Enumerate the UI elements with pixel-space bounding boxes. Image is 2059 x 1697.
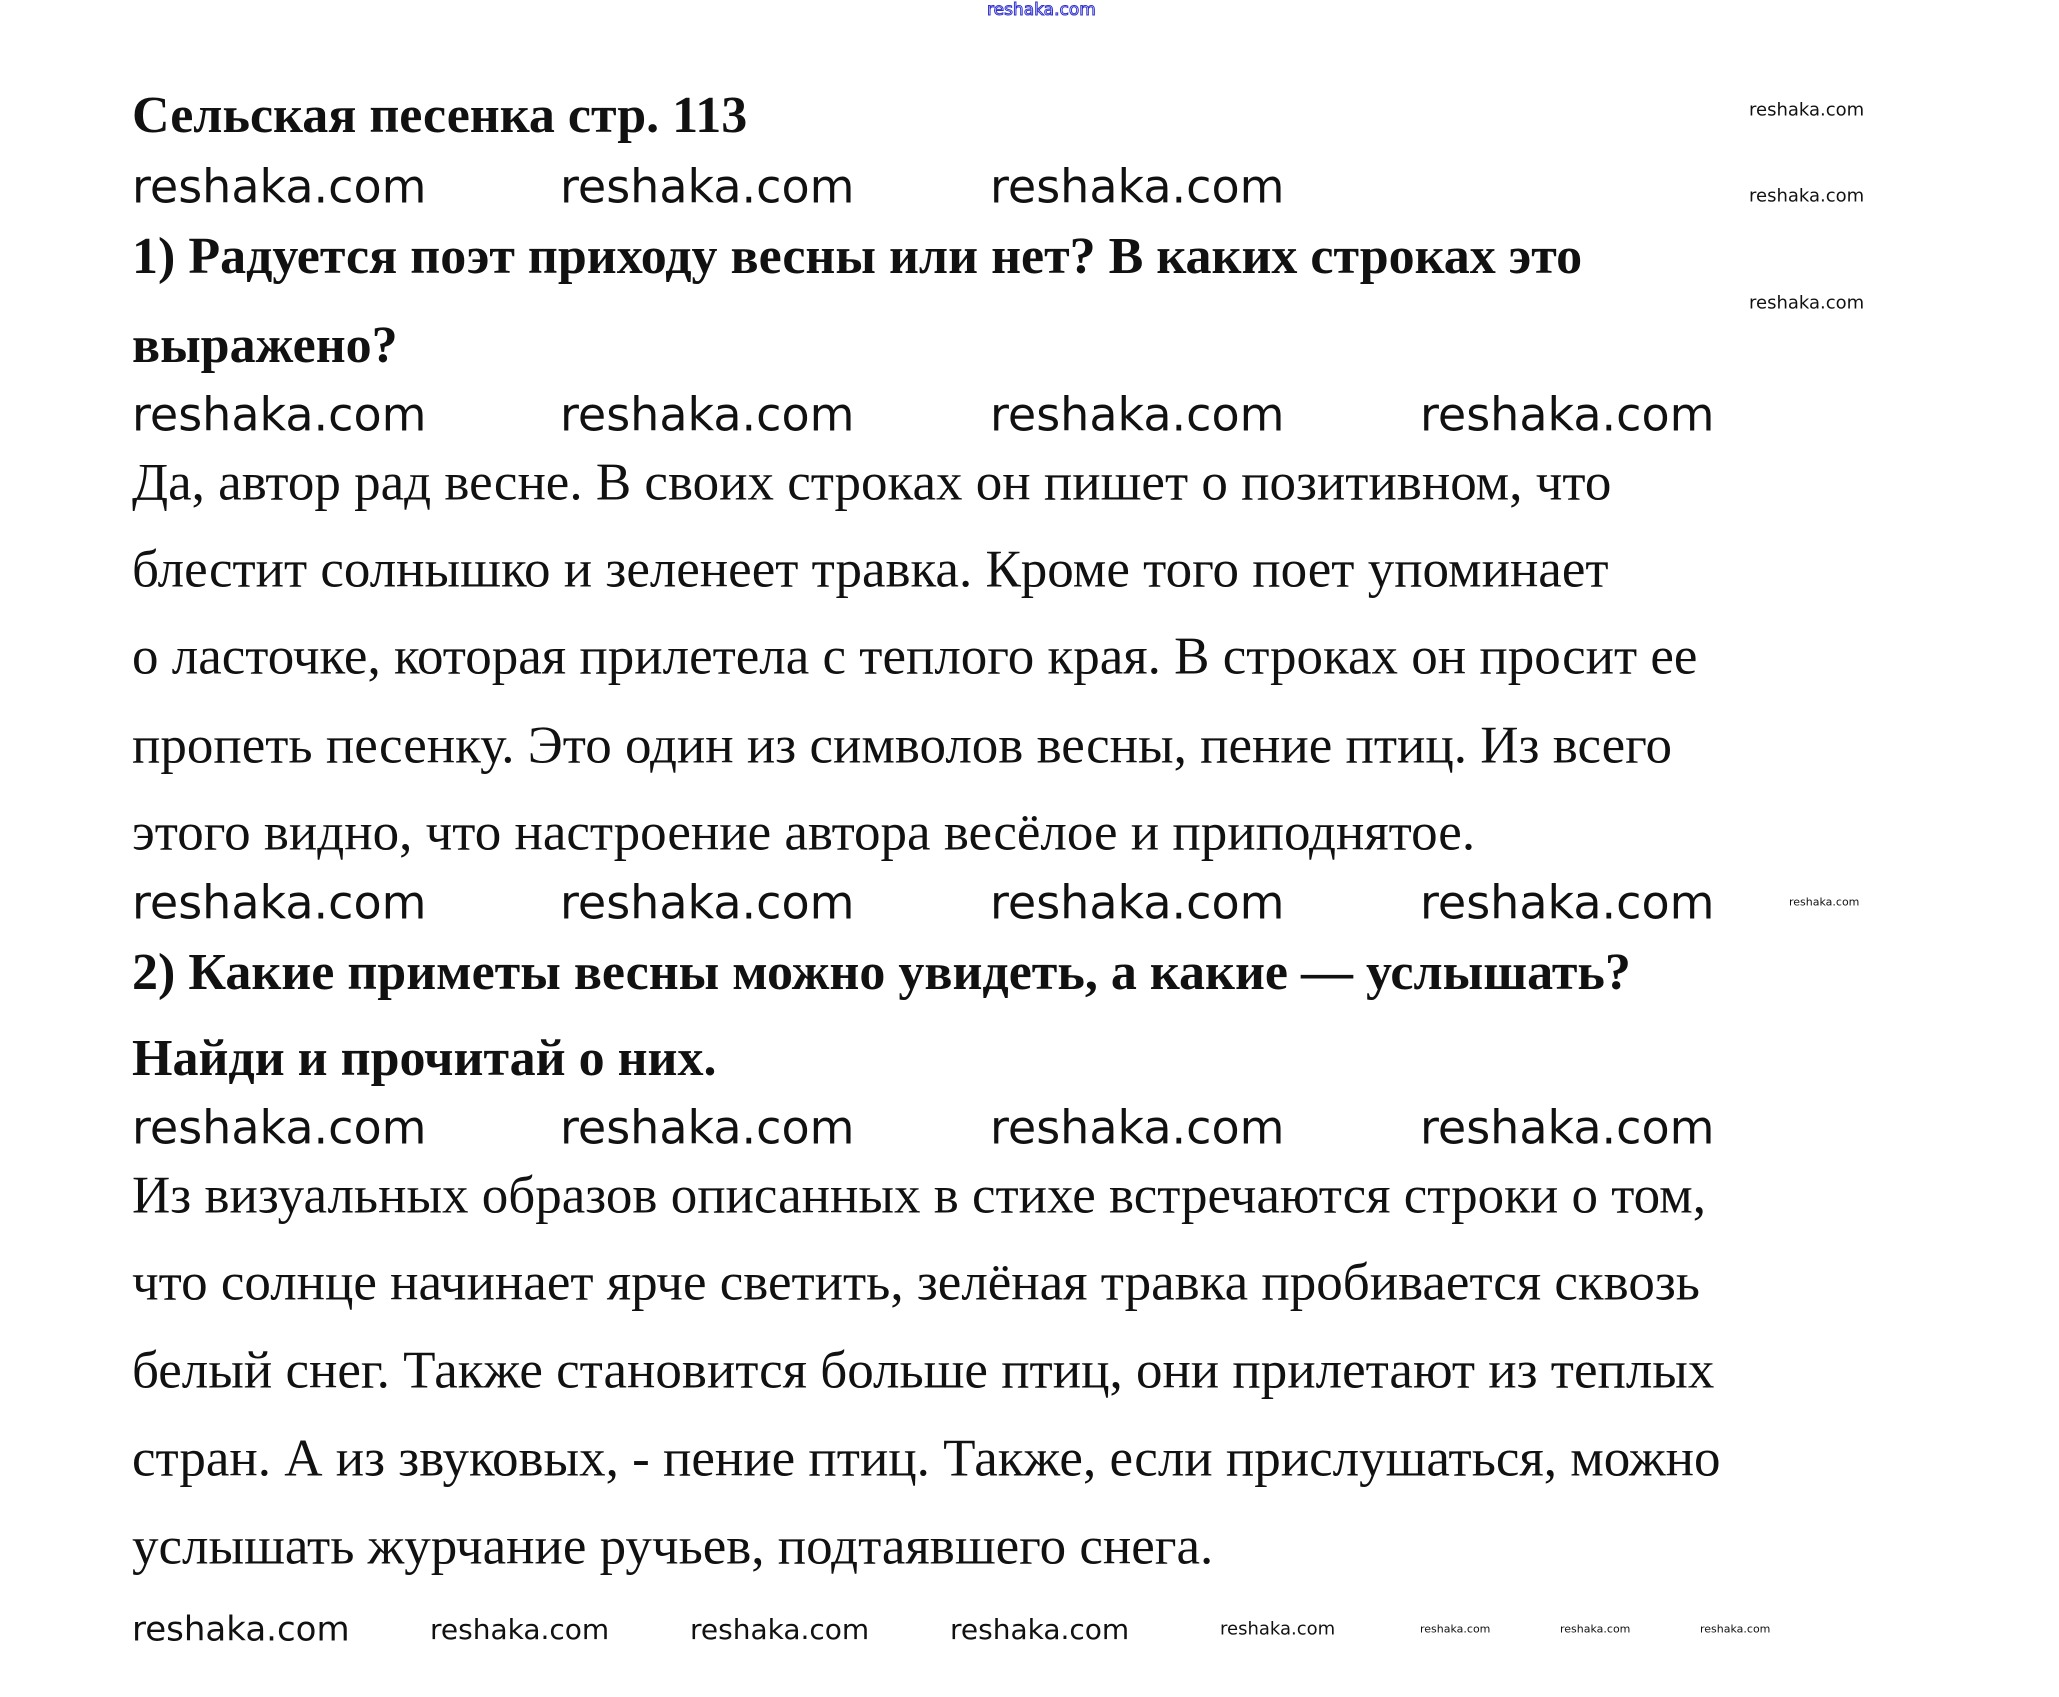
watermark: reshaka.com [560,387,855,442]
watermark: reshaka.com [1220,1618,1336,1640]
answer-2-line: белый снег. Также становится больше птиц, они прилетают из теплых [132,1341,1715,1400]
watermark: reshaka.com [1749,185,1865,207]
watermark: reshaka.com [990,1100,1285,1155]
watermark: reshaka.com [1420,875,1715,930]
watermark: reshaka.com [1420,1100,1715,1155]
answer-1-line: пропеть песенку. Это один из символов весны, пение птиц. Из всего [132,716,1673,775]
watermark: reshaka.com [1749,292,1865,314]
watermark: reshaka.com [990,387,1285,442]
watermark: reshaka.com [987,0,1096,21]
watermark: reshaka.com [132,1609,350,1650]
watermark: reshaka.com [132,1100,427,1155]
answer-2-line: услышать журчание ручьев, подтаявшего снега. [132,1517,1214,1576]
watermark: reshaka.com [690,1612,870,1646]
watermark: reshaka.com [430,1612,610,1646]
watermark: reshaka.com [560,875,855,930]
answer-2-line: стран. А из звуковых, - пение птиц. Также, если прислушаться, можно [132,1429,1721,1488]
answer-1-line: этого видно, что настроение автора весёлое и приподнятое. [132,803,1476,862]
question-2-line: 2) Какие приметы весны можно увидеть, а какие — услышать? [132,944,1631,1002]
watermark: reshaka.com [132,875,427,930]
watermark: reshaka.com [1420,1622,1491,1636]
watermark: reshaka.com [990,159,1285,214]
watermark: reshaka.com [132,159,427,214]
question-1-line: 1) Радуется поэт приходу весны или нет? В каких строках это [132,228,1583,286]
answer-1-line: Да, автор рад весне. В своих строках он пишет о позитивном, что [132,453,1612,512]
answer-2-line: что солнце начинает ярче светить, зелёная травка пробивается сквозь [132,1253,1700,1312]
question-1-line: выражено? [132,317,398,375]
answer-2-line: Из визуальных образов описанных в стихе встречаются строки о том, [132,1166,1706,1225]
watermark: reshaka.com [950,1612,1130,1646]
answer-1-line: о ласточке, которая прилетела с теплого края. В строках он просит ее [132,627,1698,686]
watermark: reshaka.com [1420,387,1715,442]
watermark: reshaka.com [1789,895,1860,909]
answer-1-line: блестит солнышко и зеленеет травка. Кроме того поет упоминает [132,540,1609,599]
page-title: Сельская песенка стр. 113 [132,87,748,145]
watermark: reshaka.com [1560,1622,1631,1636]
watermark: reshaka.com [990,875,1285,930]
watermark: reshaka.com [560,1100,855,1155]
watermark: reshaka.com [560,159,855,214]
question-2-line: Найди и прочитай о них. [132,1030,717,1088]
watermark: reshaka.com [132,387,427,442]
watermark: reshaka.com [1700,1622,1771,1636]
watermark: reshaka.com [1749,99,1865,121]
